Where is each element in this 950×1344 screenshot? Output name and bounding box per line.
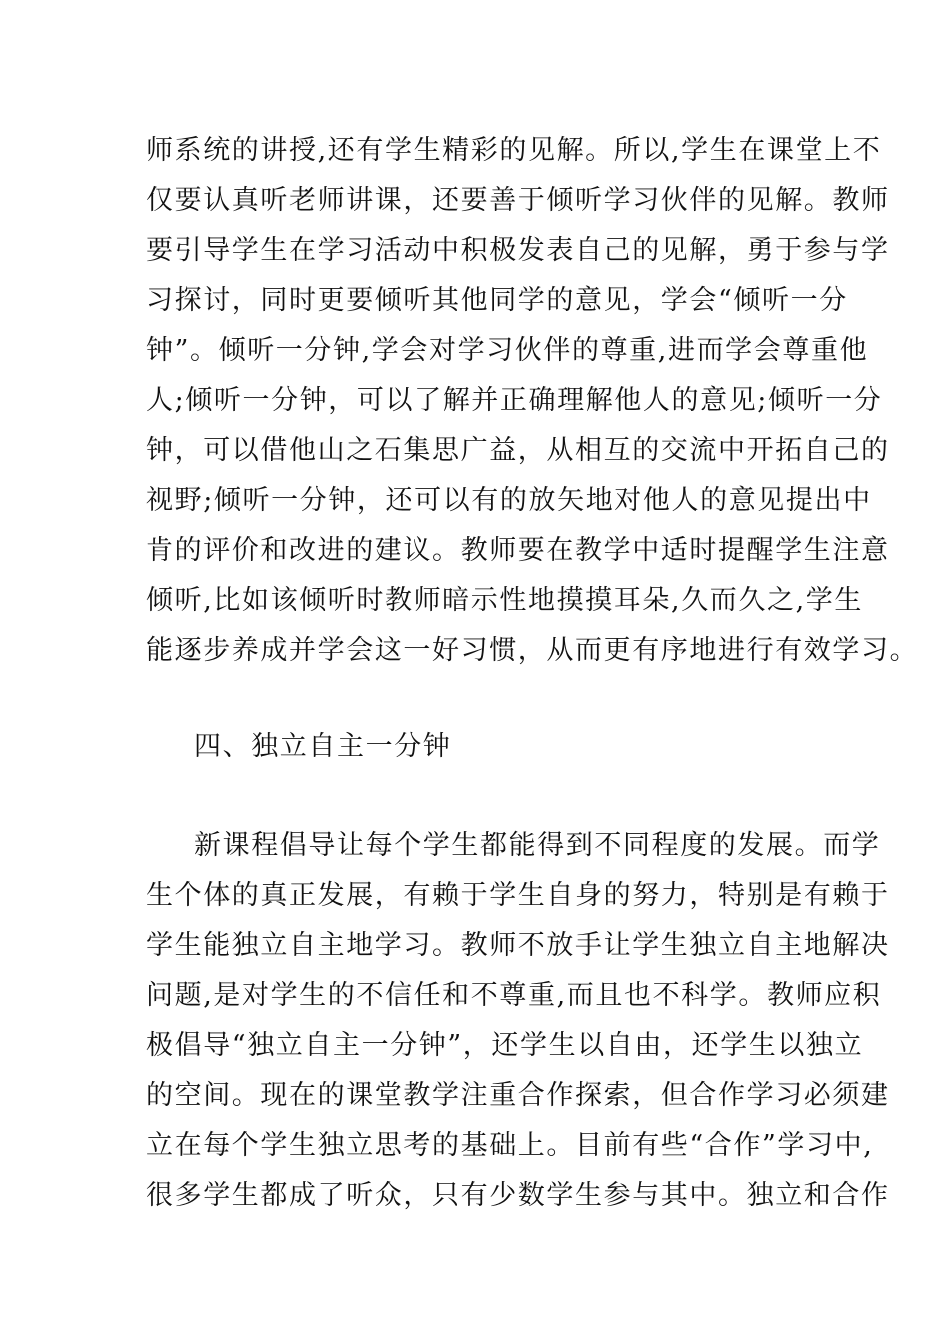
paragraph-line: 师系统的讲授,还有学生精彩的见解。所以,学生在课堂上不 <box>146 135 882 166</box>
paragraph-line: 习探讨，同时更要倾听其他同学的意见，学会“倾听一分 <box>146 285 848 316</box>
paragraph-line: 肯的评价和改进的建议。教师要在教学中适时提醒学生注意 <box>146 535 890 566</box>
paragraph-line: 钟，可以借他山之石集思广益，从相互的交流中开拓自己的 <box>146 435 890 466</box>
paragraph-line: 问题,是对学生的不信任和不尊重,而且也不科学。教师应积 <box>146 980 882 1011</box>
paragraph-line: 倾听,比如该倾听时教师暗示性地摸摸耳朵,久而久之,学生 <box>146 585 863 616</box>
section-heading: 四、独立自主一分钟 <box>194 731 452 762</box>
paragraph-line: 的空间。现在的课堂教学注重合作探索，但合作学习必须建 <box>146 1080 890 1111</box>
paragraph-line: 极倡导“独立自主一分钟”，还学生以自由，还学生以独立 <box>146 1030 864 1061</box>
paragraph-line: 仅要认真听老师讲课，还要善于倾听学习伙伴的见解。教师 <box>146 185 890 216</box>
paragraph-line: 立在每个学生独立思考的基础上。目前有些“合作”学习中, <box>146 1130 874 1161</box>
paragraph-line: 要引导学生在学习活动中积极发表自己的见解，勇于参与学 <box>146 235 890 266</box>
paragraph-line: 钟”。倾听一分钟,学会对学习伙伴的尊重,进而学会尊重他 <box>146 335 869 366</box>
paragraph-line: 学生能独立自主地学习。教师不放手让学生独立自主地解决 <box>146 930 890 961</box>
paragraph-line: 能逐步养成并学会这一好习惯，从而更有序地进行有效学习。 <box>146 635 919 666</box>
paragraph-line: 新课程倡导让每个学生都能得到不同程度的发展。而学 <box>194 830 881 861</box>
paragraph-line: 生个体的真正发展，有赖于学生自身的努力，特别是有赖于 <box>146 880 890 911</box>
paragraph-line: 很多学生都成了听众，只有少数学生参与其中。独立和合作 <box>146 1180 890 1211</box>
paragraph-line: 视野;倾听一分钟，还可以有的放矢地对他人的意见提出中 <box>146 485 872 516</box>
paragraph-line: 人;倾听一分钟，可以了解并正确理解他人的意见;倾听一分 <box>146 385 883 416</box>
